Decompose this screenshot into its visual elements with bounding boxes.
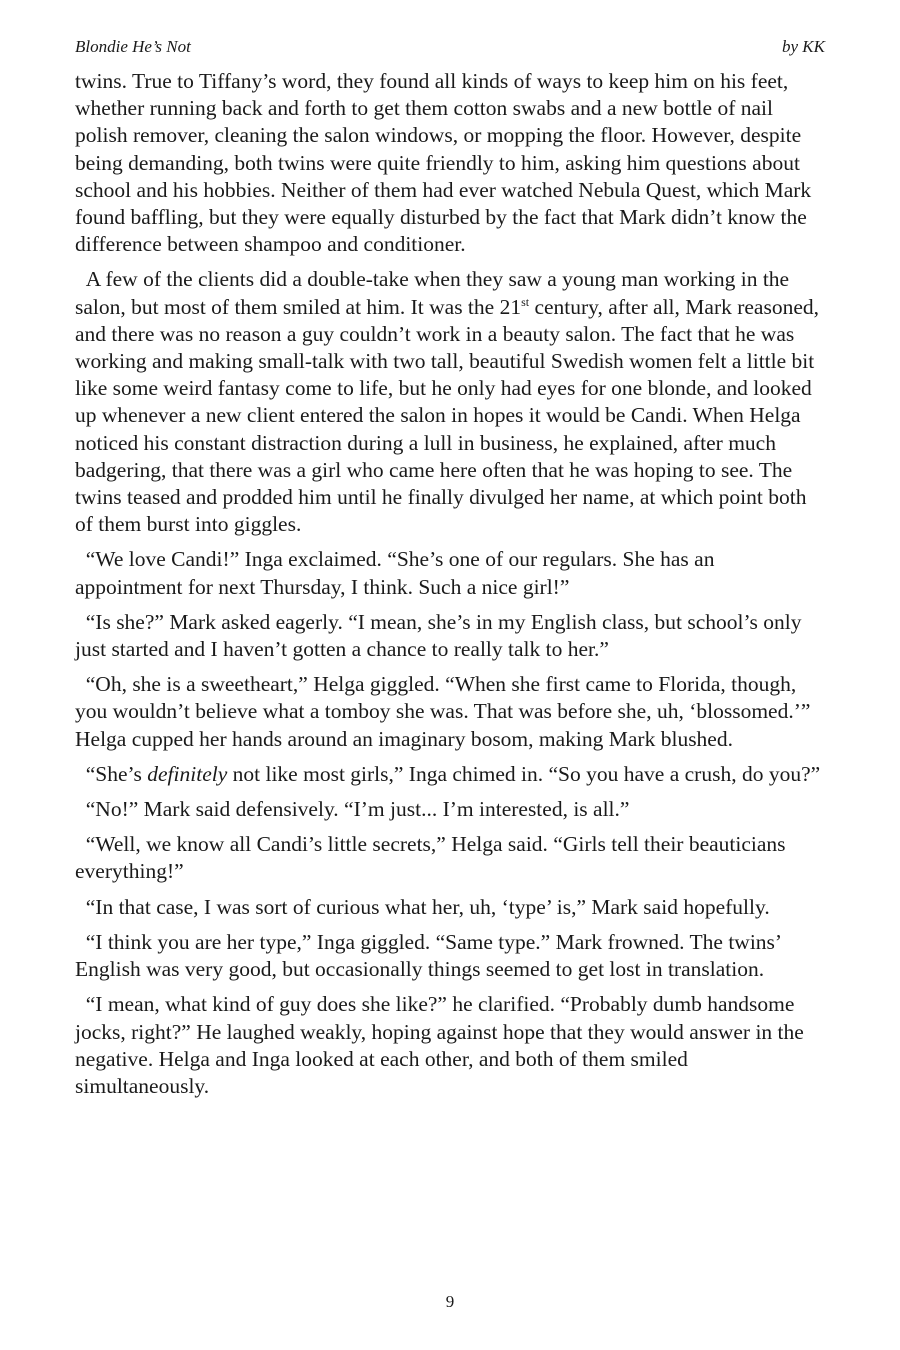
author-credit: by KK [782,37,825,56]
paragraph-text: not like most girls,” Inga chimed in. “So you have a crush, do you?” [227,761,821,786]
paragraph: “No!” Mark said defensively. “I’m just... I’m interested, is all.” [85,797,630,822]
paragraph: “Well, we know all Candi’s little secrets,” Helga said. “Girls tell their beauticians everything!” [75,832,786,884]
emphasized-word: definitely [147,761,228,786]
running-header [75,36,825,60]
paragraph: twins. True to Tiffany’s word, they found all kinds of ways to keep him on his feet, whether running back and forth to get them cotton swabs and a new bottle of nail polish remover, cleaning the salon windows, or mopping the floor. However, despite being demanding, both twins were quite friendly to him, asking him questions about school and his hobbies. Neither of them had ever watched Nebula Quest, which Mark found baffling, but they were equally disturbed by the fact that Mark didn’t know the difference between shampoo and conditioner. [75,69,812,257]
paragraph: “Is she?” Mark asked eagerly. “I mean, she’s in my English class, but school’s only just started and I haven’t gotten a chance to really talk to her.” [75,609,802,662]
paragraph: “We love Candi!” Inga exclaimed. “She’s one of our regulars. She has an appointment for next Thursday, I think. Such a nice girl!” [75,547,715,599]
paragraph [75,266,823,538]
body-text [75,68,823,1108]
paragraph: “I think you are her type,” Inga giggled. “Same type.” Mark frowned. The twins’ English was very good, but occasionally things seemed to get lost in translation. [75,929,781,982]
paragraph-text: A few of the clients did a double-take when they saw a young man working in the salon, but most of them smiled at him. It was the 21 [75,267,790,319]
paragraph: “I mean, what kind of guy does she like?” he clarified. “Probably dumb handsome jocks, right?” He laughed weakly, hoping against hope that they would answer in the negative. Helga and Inga looked at each other, and both of them smiled simultaneously. [75,992,804,1098]
ordinal-suffix: st [521,294,530,309]
book-title: Blondie He’s Not [75,37,191,56]
paragraph: “Oh, she is a sweetheart,” Helga giggled. “When she first came to Florida, though, you wouldn’t believe what a tomboy she was. That was before she, uh, ‘blossomed.’” Helga cupped her hands around an imaginary bosom, making Mark blushed. [75,672,811,751]
paragraph: “In that case, I was sort of curious what her, uh, ‘type’ is,” Mark said hopefully. [85,894,770,919]
paragraph [75,761,823,788]
paragraph-text: century, after all, Mark reasoned, and there was no reason a guy couldn’t work in a beauty salon. The fact that he was working and making small-talk with two tall, beautiful Swedish women felt a little bit like some weird fantasy come to life, but he only had eyes for one blonde, and looked up whenever a new client entered the salon in hopes it would be Candi. When Helga noticed his constant distraction during a lull in business, he explained, after much badgering, that there was a girl who came here often that he was hoping to see. The twins teased and prodded him until he finally divulged her name, at which point both of them burst into giggles. [75,294,820,537]
paragraph-text: “She’s [85,761,148,786]
page-number: 9 [445,1292,455,1311]
